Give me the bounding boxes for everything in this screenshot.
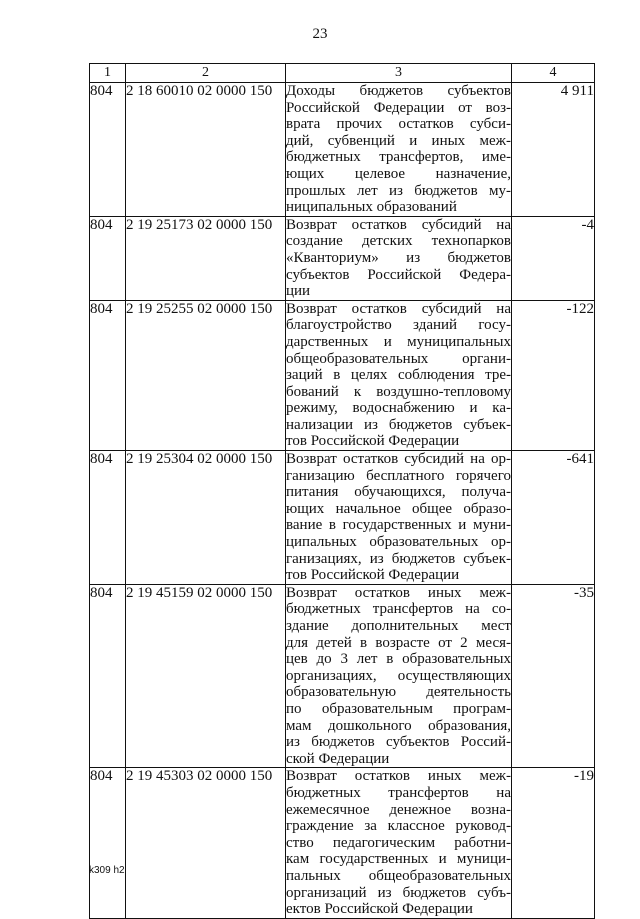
description-line: Российской Федерации от воз- — [286, 99, 511, 116]
description-line: образовательную деятельность — [286, 684, 511, 701]
budget-code-cell: 2 19 25255 02 0000 150 — [126, 300, 286, 450]
description-line: Возврат остатков субсидий на ор- — [286, 451, 511, 468]
description-line: ганизацию бесплатного горячего — [286, 467, 511, 484]
description-line: для детей в возрасте от 2 меся- — [286, 634, 511, 651]
header-col-3: 3 — [286, 64, 512, 83]
description-cell — [286, 300, 512, 450]
page-number: 23 — [312, 26, 328, 42]
description-line: Возврат остатков иных меж- — [286, 584, 511, 601]
description-line: здание дополнительных мест — [286, 618, 511, 634]
admin-code-cell: 804 — [90, 83, 126, 217]
description-cell — [286, 584, 512, 768]
table-row — [90, 768, 595, 918]
description-line: создание детских технопарков — [286, 233, 511, 250]
description-line: Возврат остатков субсидий на — [286, 300, 511, 317]
description-line: бований к воздушно-тепловому — [286, 383, 511, 400]
description-line: бюджетных трансфертов на со- — [286, 601, 511, 618]
table-row — [90, 83, 595, 217]
description-line: организациях, осуществляющих — [286, 667, 511, 684]
description-line: благоустройство зданий госу- — [286, 317, 511, 334]
amount-cell: -641 — [512, 451, 595, 585]
amount-cell: -122 — [512, 300, 595, 450]
budget-code-cell: 2 19 45303 02 0000 150 — [126, 768, 286, 918]
description-line: цев до 3 лет в образовательных — [286, 651, 511, 668]
admin-code-cell: 804 — [90, 300, 126, 450]
admin-code-cell: 804 — [90, 584, 126, 768]
description-line: пальных общеобразовательных — [286, 867, 511, 884]
description-line: питания обучающихся, получа- — [286, 484, 511, 501]
description-line: ющих начальное общее образо- — [286, 500, 511, 517]
description-line: граждение за классное руковод- — [286, 818, 511, 835]
description-line: из бюджетов субъектов Россий- — [286, 734, 511, 751]
description-line: Возврат остатков иных меж- — [286, 768, 511, 785]
description-line: дарственных и муниципальных — [286, 333, 511, 350]
admin-code-cell: 804 — [90, 451, 126, 585]
description-line: ниципальных образований — [286, 199, 457, 216]
amount-cell: -35 — [512, 584, 595, 768]
description-line: ектов Российской Федерации — [286, 901, 473, 918]
description-line: ции — [286, 283, 311, 300]
description-line: прошлых лет из бюджетов му- — [286, 182, 511, 199]
description-line: Возврат остатков субсидий на — [286, 216, 511, 233]
admin-code-cell: 804 — [90, 768, 126, 918]
budget-table — [89, 63, 595, 919]
description-line: тов Российской Федерации — [286, 567, 460, 584]
description-cell — [286, 451, 512, 585]
description-line: Доходы бюджетов субъектов — [286, 83, 511, 99]
amount-cell: 4 911 — [512, 83, 595, 217]
footer-code: k309 h2 — [89, 865, 125, 876]
budget-code-cell: 2 18 60010 02 0000 150 — [126, 83, 286, 217]
amount-cell: -4 — [512, 216, 595, 300]
description-line: ежемесячное денежное возна- — [286, 801, 511, 818]
description-line: бюджетных трансфертов на — [286, 784, 511, 801]
description-cell — [286, 216, 512, 300]
description-line: субъектов Российской Федера- — [286, 266, 511, 283]
header-col-1: 1 — [90, 64, 126, 83]
amount-cell: -19 — [512, 768, 595, 918]
description-cell — [286, 83, 512, 217]
description-line: дий, субвенций и иных меж- — [286, 132, 511, 149]
description-line: ство педагогическим работни- — [286, 834, 511, 851]
table-header-row — [90, 64, 595, 83]
table-row — [90, 216, 595, 300]
description-line: организаций из бюджетов субъ- — [286, 884, 511, 901]
description-cell — [286, 768, 512, 918]
description-line: бюджетных трансфертов, име- — [286, 149, 511, 166]
description-line: ской Федерации — [286, 750, 390, 767]
table-row — [90, 300, 595, 450]
description-line: мам дошкольного образования, — [286, 717, 511, 734]
table-row — [90, 451, 595, 585]
description-line: ципальных образовательных ор- — [286, 534, 511, 551]
description-line: заций в целях соблюдения тре- — [286, 367, 511, 384]
table-row — [90, 584, 595, 768]
description-line: по образовательным програм- — [286, 700, 511, 717]
budget-code-cell: 2 19 45159 02 0000 150 — [126, 584, 286, 768]
description-line: режиму, водоснабжению и ка- — [286, 400, 511, 417]
description-line: «Кванториум» из бюджетов — [286, 249, 511, 266]
description-line: нализации из бюджетов субъек- — [286, 416, 511, 433]
budget-code-cell: 2 19 25304 02 0000 150 — [126, 451, 286, 585]
description-line: тов Российской Федерации — [286, 433, 460, 450]
description-line: ющих целевое назначение, — [286, 165, 511, 182]
description-line: ганизациях, из бюджетов субъек- — [286, 550, 511, 567]
header-col-2: 2 — [126, 64, 286, 83]
budget-code-cell: 2 19 25173 02 0000 150 — [126, 216, 286, 300]
admin-code-cell: 804 — [90, 216, 126, 300]
description-line: врата прочих остатков субси- — [286, 116, 511, 133]
description-line: общеобразовательных органи- — [286, 350, 511, 367]
header-col-4: 4 — [512, 64, 595, 83]
description-line: кам государственных и муници- — [286, 851, 511, 868]
table-body — [90, 83, 595, 919]
description-line: вание в государственных и муни- — [286, 517, 511, 534]
